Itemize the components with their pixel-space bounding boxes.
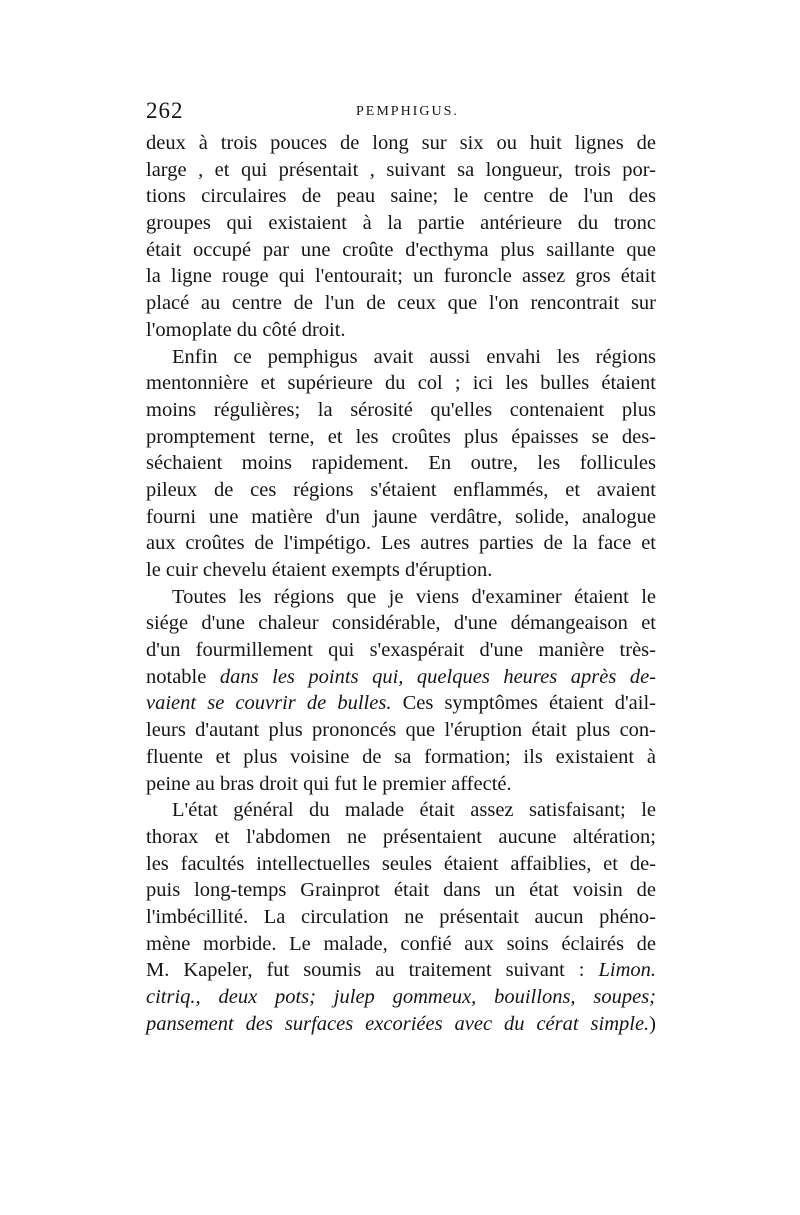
text-line <box>146 183 656 210</box>
text-line <box>146 290 656 317</box>
text-line <box>146 637 656 664</box>
text-line <box>146 130 656 157</box>
text-segment: groupes qui existaient à la partie antérieure du tronc <box>146 212 656 235</box>
text-line <box>146 664 656 691</box>
text-segment: fourni une matière d'un jaune verdâtre, solide, analogue <box>146 505 656 528</box>
text-line <box>146 931 656 958</box>
text-segment: deux à trois pouces de long sur six ou huit lignes de <box>146 132 656 154</box>
text-segment: peine au bras droit qui fut le premier affecté. <box>146 772 512 795</box>
italic-text: dans les points qui, quelques heures après de- <box>219 665 656 688</box>
text-segment: tions circulaires de peau saine; le centre de l'un des <box>146 185 656 208</box>
text-segment: mène morbide. Le malade, confié aux soins éclairés de <box>146 932 656 955</box>
text-line <box>146 584 656 611</box>
text-segment: était occupé par une croûte d'ecthyma plus saillante que <box>146 238 656 261</box>
text-line <box>146 984 656 1011</box>
text-line <box>146 157 656 184</box>
text-segment: notable <box>146 665 220 688</box>
text-line <box>146 504 656 531</box>
italic-text: vaient se couvrir de bulles. <box>146 692 392 715</box>
text-line <box>146 210 656 237</box>
text-line <box>146 744 656 771</box>
text-line <box>146 450 656 477</box>
text-segment: pileux de ces régions s'étaient enflammés, et avaient <box>146 478 656 501</box>
text-segment: placé au centre de l'un de ceux que l'on rencontrait sur <box>146 292 656 315</box>
text-segment: Ces symptômes étaient d'ail- <box>391 692 656 715</box>
text-segment: l'omoplate du côté droit. <box>146 318 346 341</box>
text-line <box>146 397 656 424</box>
text-segment: puis long-temps Grainprot était dans un état voisin de <box>146 879 656 902</box>
text-line <box>146 851 656 878</box>
text-line <box>146 717 656 744</box>
running-title: PEMPHIGUS. <box>356 104 459 119</box>
text-line <box>146 957 656 984</box>
text-segment: leurs d'autant plus prononcés que l'éruption était plus con- <box>146 719 656 742</box>
text-line <box>146 344 656 371</box>
text-segment: moins régulières; la sérosité qu'elles contenaient plus <box>146 398 656 421</box>
text-segment: l'imbécillité. La circulation ne présentait aucun phéno- <box>146 905 656 928</box>
text-line <box>146 771 656 798</box>
text-segment: le cuir chevelu étaient exempts d'éruption. <box>146 559 493 581</box>
text-segment: promptement terne, et les croûtes plus épaisses se des- <box>146 425 656 448</box>
text-segment: d'un fourmillement qui s'exaspérait d'une manière très- <box>146 639 656 662</box>
text-segment: mentonnière et supérieure du col ; ici les bulles étaient <box>146 372 656 395</box>
text-segment: Enfin ce pemphigus avait aussi envahi les régions <box>172 345 656 368</box>
italic-text: pansement des surfaces excoriées avec du cérat simple. <box>146 1012 650 1035</box>
text-line <box>146 824 656 851</box>
text-segment: aux croûtes de l'impétigo. Les autres parties de la face et <box>146 532 656 555</box>
text-segment: large , et qui présentait , suivant sa longueur, trois por- <box>146 158 656 181</box>
text-segment: M. Kapeler, fut soumis au traitement suivant : <box>146 959 599 982</box>
text-line <box>146 904 656 931</box>
italic-text: citriq., deux pots; julep gommeux, bouillons, soupes; <box>146 986 656 1008</box>
text-line <box>146 690 656 717</box>
text-line <box>146 610 656 637</box>
text-line <box>146 263 656 290</box>
text-line <box>146 237 656 264</box>
text-segment: Toutes les régions que je viens d'examiner étaient le <box>172 585 656 608</box>
page-number: 262 <box>146 98 184 123</box>
text-segment: les facultés intellectuelles seules étaient affaiblies, et de- <box>146 852 656 875</box>
text-line <box>146 370 656 397</box>
body-text <box>146 130 656 1037</box>
text-segment: L'état général du malade était assez satisfaisant; le <box>172 799 656 822</box>
text-line <box>146 424 656 451</box>
text-line <box>146 1011 656 1038</box>
page-header <box>146 98 654 128</box>
text-line <box>146 877 656 904</box>
italic-text: Limon. <box>598 959 656 982</box>
text-segment: fluente et plus voisine de sa formation; ils existaient à <box>146 745 656 768</box>
text-line <box>146 530 656 557</box>
text-segment: séchaient moins rapidement. En outre, les follicules <box>146 452 656 475</box>
text-segment: ) <box>649 1012 656 1035</box>
text-line <box>146 317 656 344</box>
text-line <box>146 477 656 504</box>
text-segment: thorax et l'abdomen ne présentaient aucune altération; <box>146 825 656 848</box>
text-segment: siége d'une chaleur considérable, d'une démangeaison et <box>146 612 656 635</box>
text-line <box>146 797 656 824</box>
text-segment: la ligne rouge qui l'entourait; un furoncle assez gros était <box>146 265 656 288</box>
text-line <box>146 557 656 584</box>
